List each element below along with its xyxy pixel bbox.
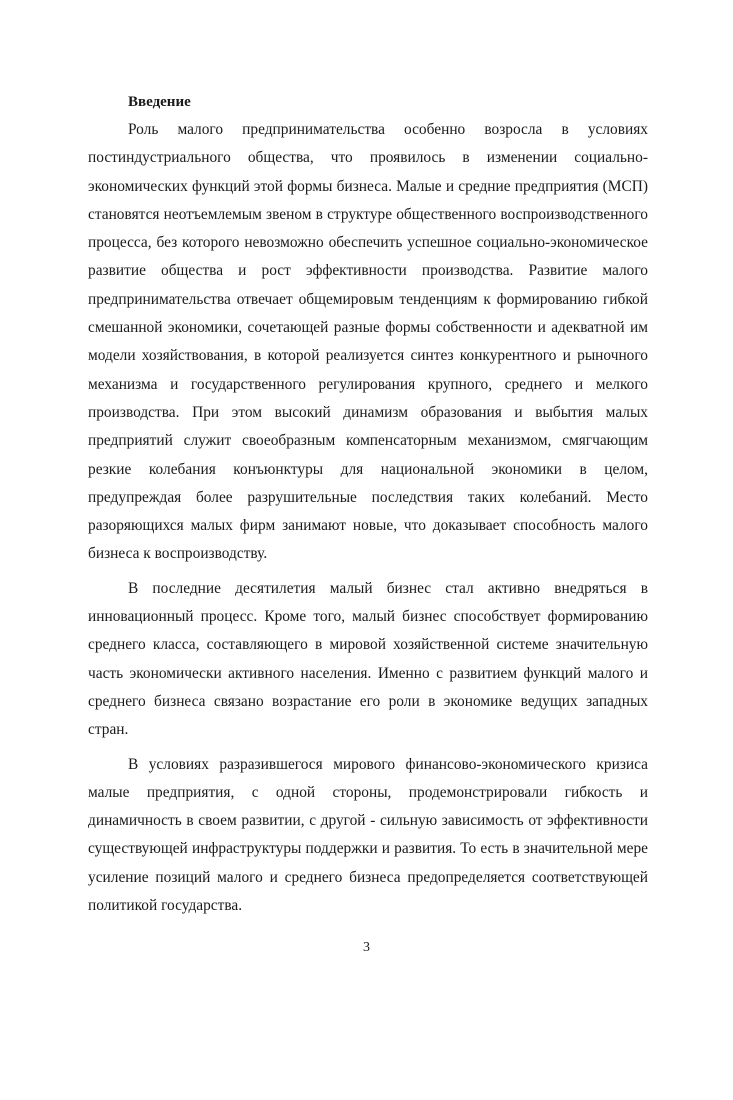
page-number: 3 bbox=[363, 940, 370, 955]
paragraph-1: Роль малого предпринимательства особенно возросла в условиях постиндустриального общества, что проявилось в изменении социально-экономических функций этой формы бизнеса. Малые и средние предприятия (МСП) становятся неотъемлемым звеном в структуре общественного воспроизводственного процесса, без которого невозможно обеспечить успешное социально-экономическое развитие общества и рост эффективности производства. Развитие малого предпринимательства отвечает общемировым тенденциям к формированию гибкой смешанной экономики, сочетающей разные формы собственности и адекватной им модели хозяйствования, в которой реализуется синтез конкурентного и рыночного механизма и государственного регулирования крупного, среднего и мелкого производства. При этом высокий динамизм образования и выбытия малых предприятий служит своеобразным компенсаторным механизмом, смягчающим резкие колебания конъюнктуры для национальной экономики в целом, предупреждая более разрушительные последствия таких колебаний. Место разоряющихся малых фирм занимают новые, что доказывает способность малого бизнеса к воспроизводству. bbox=[88, 121, 648, 563]
section-heading: Введение bbox=[128, 94, 191, 110]
paragraph-2: В последние десятилетия малый бизнес стал активно внедряться в инновационный процесс. Кроме того, малый бизнес способствует формированию среднего класса, составляющего в мировой хозяйственной системе значительную часть экономически активного населения. Именно с развитием функций малого и среднего бизнеса связано возрастание его роли в экономике ведущих западных стран. bbox=[88, 579, 648, 739]
paragraph-3: В условиях разразившегося мирового финансово-экономического кризиса малые предприятия, с одной стороны, продемонстрировали гибкость и динамичность в своем развитии, с другой - сильную зависимость от эффективности существующей инфраструктуры поддержки и развития. То есть в значительной мере усиление позиций малого и среднего бизнеса предопределяется соответствующей политикой государства. bbox=[88, 755, 648, 915]
document-page bbox=[88, 88, 648, 920]
